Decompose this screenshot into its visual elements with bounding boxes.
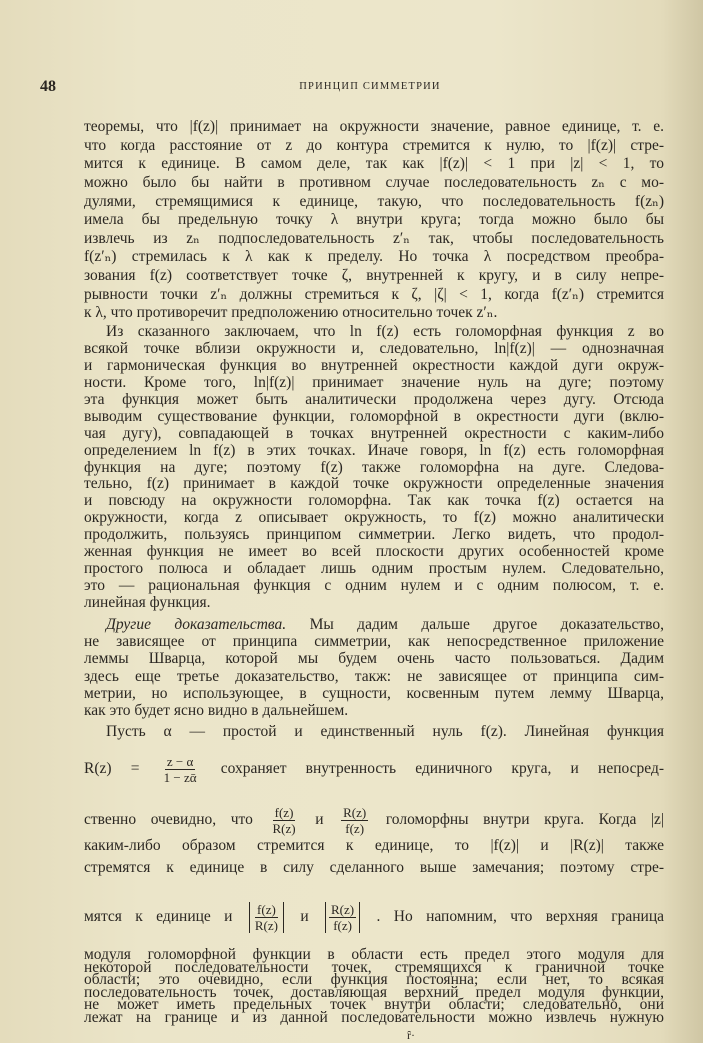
text-line: f(z′ₙ) стремилась к λ как к пределу. Но точка λ посредством преобра- [84,248,664,266]
text-line: извлечь из zₙ подпоследовательность z′ₙ так, чтобы последовательность [84,229,664,247]
numerator: f(z) [257,902,276,917]
scan-speck: ȓ· [407,1028,415,1042]
text-run: и [315,811,324,829]
text-line: имела бы предельную точку λ внутри круга; тогда можно было бы [84,211,664,229]
text-line: модуля голоморфной функции в области есть предел этого модуля для [84,946,664,963]
text-line: здесь еще третье доказательство, такж: не зависящее от принципа сим- [84,667,664,685]
numerator: R(z) [331,902,355,917]
text-line: и гармоническая функция во внутренней окрестности каждой дуги окруж- [84,356,664,374]
text-run: сохраняет внутренность единичного круга, и непосред- [220,760,664,778]
text-run: Мы дадим дальше другое доказательство, [286,616,664,633]
denominator: R(z) [254,918,278,933]
text-line: определением ln f(z) в этих точках. Иначе говоря, ln f(z) есть голоморфная [84,441,664,459]
text-line: некоторой последовательности точек, стремящихся к граничной точке [84,958,664,976]
paragraph-first-line: Из сказанного заключаем, что ln f(z) есть голоморфная функция z во [106,323,664,340]
text-line: можно было бы найти в противном случае последовательность zₙ с мо- [84,173,664,191]
text-line: как это будет ясно видно в дальнейшем. [84,702,349,719]
text-line: что когда расстояние от z до контура стремится к нулю, то |f(z)| стре- [84,136,664,154]
text-line: функция на дуге; поэтому f(z) также голоморфна на дуге. Следова- [84,458,664,476]
paragraph-first-line: Пусть α — простой и единственный нуль f(z). Линейная функция [106,723,664,740]
text-line: лежат на границе и из данной последовательности можно извлечь нужную [84,1009,664,1026]
text-line: стремятся к единице в силу сделанного выше замечания; поэтому стре- [84,859,664,876]
absolute-fraction [249,902,284,933]
denominator: f(z) [333,918,352,933]
italic-heading: Другие доказательства. [106,616,287,633]
page-number: 48 [40,78,56,95]
text-run: R(z) = [84,760,140,778]
text-line: это — рациональная функция с одним нулем и с одним полюсом, т. е. [84,577,664,595]
text-line: тельно, f(z) принимает в каждой точке окружности определенные значения [84,475,664,493]
text-line: всякой точке вблизи окружности и, следовательно, ln|f(z)| — однозначная [84,339,664,357]
text-line: леммы Шварца, которой мы будем очень часто пользоваться. Дадим [84,650,664,668]
text-line: мится к единице. В самом деле, так как |f(z)| < 1 при |z| < 1, то [84,155,664,173]
text-line: чая дугу), совпадающей в точках внутренней окрестности с каким-либо [84,424,664,442]
text-line: выводим существование функции, голоморфной в окрестности дуги (вклю- [84,407,664,425]
text-line: эта функция может быть аналитически продолжена через дугу. Отсюда [84,390,664,408]
text-line: ности. Кроме того, ln|f(z)| принимает значение нуль на дуге; поэтому [84,373,664,391]
denominator: 1 − zᾱ [163,770,197,785]
text-line [84,754,664,785]
text-line: и повсюду на окружности голоморфна. Так как точка f(z) остается на [84,492,664,510]
text-line: дулями, стремящимися к единице, такую, что последовательность f(zₙ) [84,192,664,210]
text-line [84,902,665,933]
text-line: линейная функция. [84,594,211,611]
text-line: окружности, когда z описывает окружность, то f(z) можно аналитически [84,509,664,527]
text-line: к λ, что противоречит предположению относительно точек z′ₙ. [84,304,498,322]
running-title: ПРИНЦИП СИММЕТРИИ [299,81,441,92]
text-line: продолжить, пользуясь принципом симметрии. Легко видеть, что продол- [84,526,664,544]
numerator: R(z) [343,805,367,820]
text-line: простого полюса и обладает лишь одним простым нулем. Следовательно, [84,560,664,578]
text-run: . Но напомним, что верхняя граница [376,908,665,926]
fraction [341,805,368,836]
fraction [270,805,297,836]
denominator: R(z) [272,821,296,836]
text-run: голоморфны внутри круга. Когда |z| [385,811,665,829]
text-line: теоремы, что |f(z)| принимает на окружности значение, равное единице, т. е. [84,118,664,135]
text-line: каким-либо образом стремится к единице, то |f(z)| и |R(z)| также [84,837,664,854]
text-run: мятся к единице и [84,908,233,926]
numerator: f(z) [274,805,294,820]
text-line: не может иметь предельных точек внутри области; следовательно, они [84,996,664,1014]
absolute-fraction [325,902,360,933]
text-run: ственно очевидно, что [84,811,253,829]
text-line: женная функция не имеет во всей плоскости других особенностей кроме [84,543,664,561]
text-run: и [300,908,309,926]
text-line: последовательность точек, доставляющая верхний предел модуля функции, [84,983,664,1001]
text-line: зования f(z) соответствует точке ζ, внутренней к кругу, и в силу непре- [84,267,664,285]
numerator: z − α [166,754,194,769]
fraction [162,754,199,785]
text-line: метрии, но использующее, в сущности, косвенным путем лемму Шварца, [84,684,664,702]
text-line: рывности точки z′ₙ должны стремиться к ζ, |ζ| < 1, когда f(z′ₙ) стремится [84,285,664,303]
text-line: не зависящее от принципа симметрии, как непосредственное приложение [84,633,664,651]
text-line: области; это очевидно, если функция постоянна; если нет, то всякая [84,971,664,989]
denominator: f(z) [345,821,365,836]
text-line [84,805,665,836]
